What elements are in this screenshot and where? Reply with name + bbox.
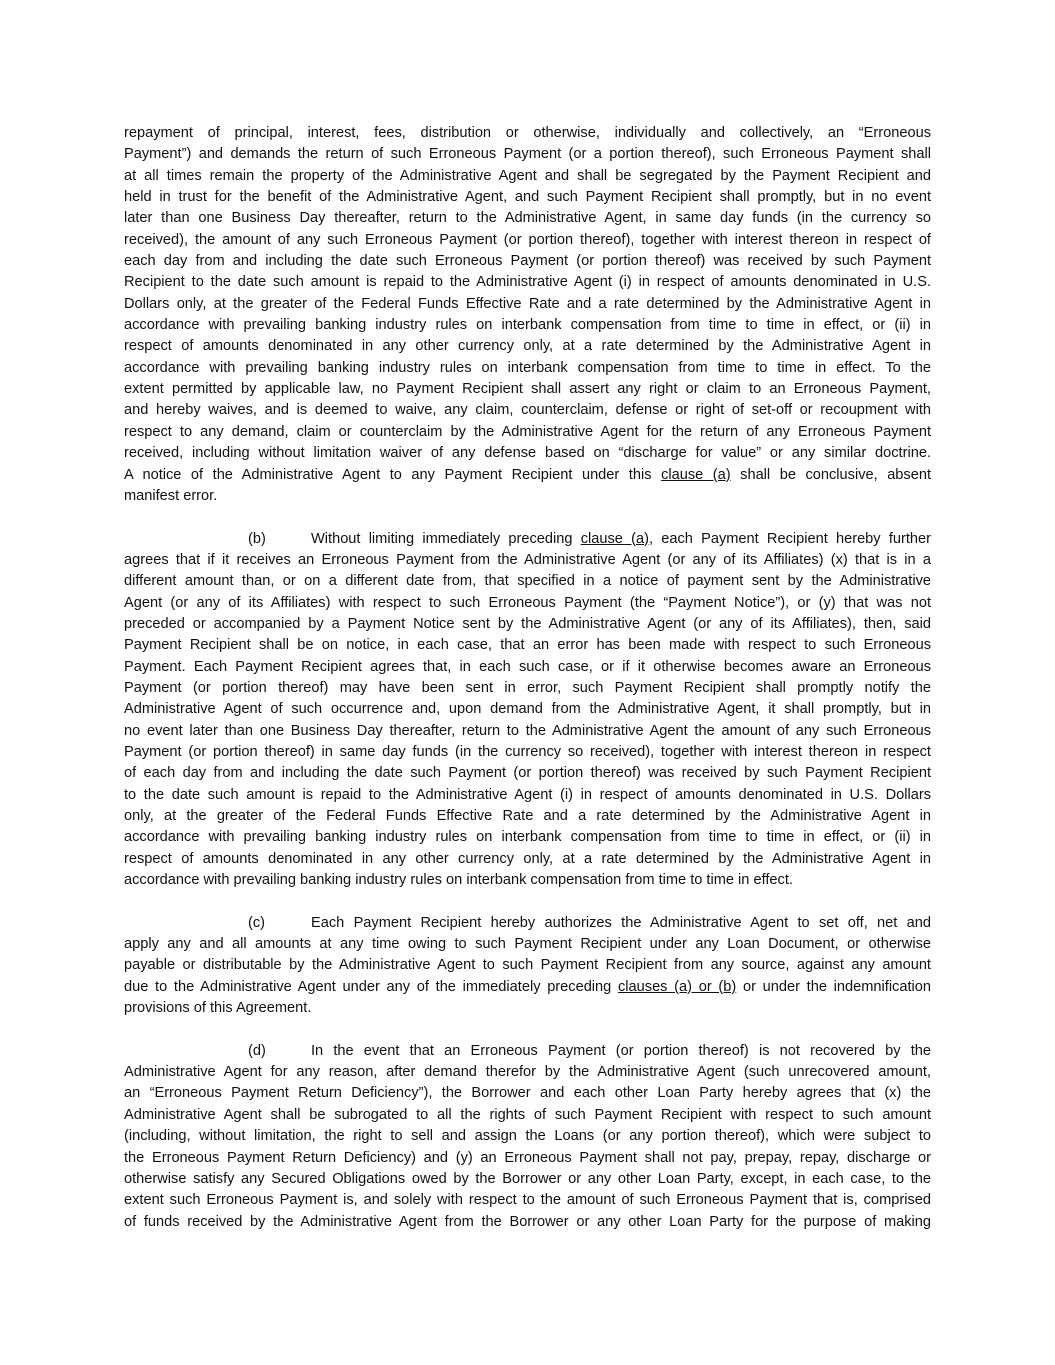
- text-segment: of each day from and including the date such Payment (or portion thereof) was received by such Payment Recipient: [124, 765, 931, 782]
- text-line: [124, 657, 931, 678]
- text-segment: Payment. Each Payment Recipient agrees that, in each such case, or if it otherwise becomes aware an Erroneous: [124, 658, 931, 675]
- line-text: [124, 934, 931, 955]
- text-line: [124, 678, 931, 699]
- text-line: [124, 272, 931, 293]
- text-segment: provisions of this Agreement.: [124, 1000, 312, 1017]
- text-segment: respect of amounts denominated in any other currency only, at a rate determined by the Administrative Agent in: [124, 850, 931, 867]
- text-line: [124, 571, 931, 592]
- text-line: [124, 635, 931, 656]
- text-line: [124, 443, 931, 464]
- text-line: [124, 593, 931, 614]
- line-text: [311, 529, 931, 550]
- text-line: [124, 1126, 931, 1147]
- text-line: [124, 763, 931, 784]
- line-text: [124, 1062, 931, 1083]
- text-line: [124, 1169, 931, 1190]
- text-segment: no event later than one Business Day thereafter, return to the Administrative Agent the amount of any such Erroneous: [124, 722, 931, 739]
- text-segment: accordance with prevailing banking industry rules on interbank compensation from time to time in effect, or (ii) in: [124, 317, 931, 334]
- line-text: [124, 294, 931, 315]
- line-text: [124, 1126, 931, 1147]
- text-segment: shall be conclusive, absent: [730, 466, 932, 483]
- text-line: [124, 1212, 931, 1233]
- clause-d: [124, 1041, 931, 1233]
- line-text: [124, 1148, 931, 1169]
- line-text: [124, 635, 931, 656]
- clause-c: [124, 913, 931, 1020]
- text-line: [124, 614, 931, 635]
- text-line: [124, 379, 931, 400]
- text-segment: due to the Administrative Agent under any of the immediately preceding: [124, 978, 618, 995]
- text-segment: received), the amount of any such Erroneous Payment (or portion thereof), together with interest thereon in respect of: [124, 231, 931, 248]
- line-text: [124, 998, 931, 1019]
- text-line: [124, 251, 931, 272]
- text-line: [124, 465, 931, 486]
- line-text: [124, 1212, 931, 1233]
- line-text: [124, 1169, 931, 1190]
- text-segment: or under the indemnification: [736, 978, 932, 995]
- text-segment: respect of amounts denominated in any other currency only, at a rate determined by the Administrative Agent in: [124, 338, 931, 355]
- text-segment: Payment (or portion thereof) may have been sent in error, such Payment Recipient shall promptly notify the: [124, 679, 931, 696]
- line-text: [124, 1190, 931, 1211]
- text-line: [124, 934, 931, 955]
- text-segment: preceded or accompanied by a Payment Notice sent by the Administrative Agent (or any of its Affiliates), then, said: [124, 615, 931, 632]
- line-text: [311, 913, 931, 934]
- text-segment: held in trust for the benefit of the Administrative Agent, and such Payment Recipient shall promptly, but in no event: [124, 189, 931, 206]
- text-line: [124, 123, 931, 144]
- text-segment: A notice of the Administrative Agent to any Payment Recipient under this: [124, 466, 662, 483]
- text-line: [124, 1148, 931, 1169]
- text-line: [124, 699, 931, 720]
- line-text: [124, 422, 931, 443]
- text-segment: Administrative Agent of such occurrence and, upon demand from the Administrative Agent, it shall promptly, but in: [124, 701, 931, 718]
- line-text: [124, 230, 931, 251]
- clause-reference-link: clauses (a) or (b): [618, 978, 737, 995]
- text-segment: manifest error.: [124, 487, 218, 504]
- text-line: [124, 870, 931, 891]
- line-text: [124, 358, 931, 379]
- text-segment: extent such Erroneous Payment is, and solely with respect to the amount of such Erroneous Payment that is, comprised: [124, 1192, 931, 1209]
- text-line: [124, 208, 931, 229]
- text-segment: each day from and including the date such Erroneous Payment (or portion thereof) was received by such Payment: [124, 253, 931, 270]
- line-text: [124, 955, 931, 976]
- text-segment: an “Erroneous Payment Return Deficiency”), the Borrower and each other Loan Party hereby agrees that (x) the: [124, 1085, 931, 1102]
- clause-label: (b): [248, 530, 266, 547]
- text-segment: later than one Business Day thereafter, return to the Administrative Agent, in same day funds (in the currency so: [124, 210, 931, 227]
- line-text: [124, 465, 931, 486]
- line-text: [124, 593, 931, 614]
- text-segment: Payment”) and demands the return of such Erroneous Payment (or a portion thereof), such Erroneous Payment shall: [124, 146, 931, 163]
- text-segment: accordance with prevailing banking industry rules on interbank compensation from time to time in effect.: [124, 872, 793, 889]
- text-line: [124, 998, 931, 1019]
- text-line: [124, 230, 931, 251]
- text-line: [124, 742, 931, 763]
- text-line: [124, 550, 931, 571]
- text-segment: repayment of principal, interest, fees, distribution or otherwise, individually and collectively, an “Erroneous: [124, 125, 931, 141]
- line-text: [124, 272, 931, 293]
- clause-label: (c): [248, 914, 266, 931]
- text-segment: and hereby waives, and is deemed to waive, any claim, counterclaim, defense or right of set-off or recoupment with: [124, 402, 931, 419]
- line-text: [124, 208, 931, 229]
- text-segment: received, including without limitation waiver of any defense based on “discharge for value” or any similar doctrine.: [124, 445, 931, 462]
- clause-reference-link: clause (a): [661, 466, 731, 483]
- text-line: [124, 166, 931, 187]
- text-segment: In the event that an Erroneous Payment (or portion thereof) is not recovered by the: [311, 1042, 931, 1059]
- text-line: [124, 1062, 931, 1083]
- line-text: [124, 251, 931, 272]
- line-text: [124, 550, 931, 571]
- text-segment: otherwise satisfy any Secured Obligations owed by the Borrower or any other Loan Party, except, in each case, to the: [124, 1170, 931, 1187]
- text-segment: Payment (or portion thereof) in same day funds (in the currency so received), together with interest thereon in respect: [124, 743, 931, 760]
- text-line: [124, 806, 931, 827]
- text-segment: (including, without limitation, the right to sell and assign the Loans (or any portion thereof), which were subject to: [124, 1128, 931, 1145]
- line-text: [124, 379, 931, 400]
- text-segment: payable or distributable by the Administrative Agent to such Payment Recipient from any source, against any amount: [124, 957, 931, 974]
- text-line: [124, 827, 931, 848]
- text-segment: at all times remain the property of the Administrative Agent and shall be segregated by the Payment Recipient and: [124, 167, 931, 184]
- text-line: [124, 1041, 931, 1062]
- text-segment: of funds received by the Administrative Agent from the Borrower or any other Loan Party for the purpose of making: [124, 1213, 931, 1230]
- text-line: [124, 315, 931, 336]
- line-text: [124, 827, 931, 848]
- line-text: [124, 166, 931, 187]
- text-segment: Agent (or any of its Affiliates) with respect to such Erroneous Payment (the “Payment Notice”), or (y) that was not: [124, 594, 931, 611]
- text-segment: respect to any demand, claim or counterclaim by the Administrative Agent for the return of any Erroneous Payment: [124, 423, 931, 440]
- text-segment: only, at the greater of the Federal Funds Effective Rate and a rate determined by the Administrative Agent in: [124, 808, 931, 824]
- text-line: [124, 187, 931, 208]
- text-segment: Payment Recipient shall be on notice, in each case, that an error has been made with respect to such Erroneous: [124, 637, 931, 654]
- line-text: [124, 336, 931, 357]
- text-line: [124, 144, 931, 165]
- clause-label: (d): [248, 1042, 266, 1059]
- paragraph-continued: [124, 123, 931, 507]
- text-line: [124, 358, 931, 379]
- text-line: [124, 529, 931, 550]
- text-line: [124, 400, 931, 421]
- line-text: [124, 870, 931, 891]
- line-text: [124, 144, 931, 165]
- text-line: [124, 336, 931, 357]
- text-segment: accordance with prevailing banking industry rules on interbank compensation from time to time in effect. To the: [124, 359, 931, 376]
- text-segment: Dollars only, at the greater of the Federal Funds Effective Rate and a rate determined by the Administrative Agent in: [124, 295, 931, 312]
- line-text: [124, 1083, 931, 1104]
- text-segment: , each Payment Recipient hereby further: [648, 530, 931, 547]
- text-segment: agrees that if it receives an Erroneous Payment from the Administrative Agent (or any of its Affiliates) (x) that is in a: [124, 551, 931, 568]
- text-segment: accordance with prevailing banking industry rules on interbank compensation from time to time in effect, or (ii) in: [124, 829, 931, 846]
- text-line: [124, 977, 931, 998]
- line-text: [124, 699, 931, 720]
- clause-b: [124, 529, 931, 892]
- line-text: [124, 443, 931, 464]
- line-text: [124, 187, 931, 208]
- line-text: [124, 763, 931, 784]
- text-line: [124, 955, 931, 976]
- line-text: [124, 315, 931, 336]
- text-line: [124, 1190, 931, 1211]
- line-text: [124, 742, 931, 763]
- line-text: [124, 678, 931, 699]
- text-segment: different amount than, or on a different date from, that specified in a notice of payment sent by the Administrative: [124, 573, 931, 590]
- line-text: [124, 1105, 931, 1126]
- clause-reference-link: clause (a): [580, 530, 649, 547]
- line-text: [124, 571, 931, 592]
- text-line: [124, 1105, 931, 1126]
- text-line: [124, 422, 931, 443]
- text-line: [124, 849, 931, 870]
- text-line: [124, 1083, 931, 1104]
- line-text: [124, 977, 931, 998]
- text-segment: to the date such amount is repaid to the Administrative Agent (i) in respect of amounts denominated in U.S. Dollars: [124, 786, 931, 803]
- text-line: [124, 721, 931, 742]
- line-text: [124, 785, 931, 806]
- line-text: [124, 657, 931, 678]
- text-segment: apply any and all amounts at any time owing to such Payment Recipient under any Loan Document, or otherwise: [124, 936, 931, 953]
- text-segment: Recipient to the date such amount is repaid to the Administrative Agent (i) in respect of amounts denominated in U.S.: [124, 274, 931, 291]
- text-segment: Without limiting immediately preceding: [311, 530, 581, 547]
- line-text: [124, 721, 931, 742]
- text-line: [124, 294, 931, 315]
- line-text: [124, 486, 931, 507]
- text-segment: Administrative Agent shall be subrogated to all the rights of such Payment Recipient with respect to such amount: [124, 1106, 931, 1123]
- text-segment: extent permitted by applicable law, no Payment Recipient shall assert any right or claim to an Erroneous Payment,: [124, 381, 931, 398]
- line-text: [311, 1041, 931, 1062]
- text-segment: Administrative Agent for any reason, after demand therefor by the Administrative Agent (such unrecovered amount,: [124, 1064, 931, 1081]
- document-page: [124, 123, 931, 1254]
- line-text: [124, 400, 931, 421]
- text-line: [124, 913, 931, 934]
- line-text: [124, 614, 931, 635]
- text-segment: Each Payment Recipient hereby authorizes the Administrative Agent to set off, net and: [311, 914, 931, 931]
- text-segment: the Erroneous Payment Return Deficiency) and (y) an Erroneous Payment shall not pay, prepay, repay, discharge or: [124, 1149, 931, 1166]
- line-text: [124, 123, 931, 144]
- text-line: [124, 785, 931, 806]
- text-line: [124, 486, 931, 507]
- line-text: [124, 849, 931, 870]
- line-text: [124, 806, 931, 827]
